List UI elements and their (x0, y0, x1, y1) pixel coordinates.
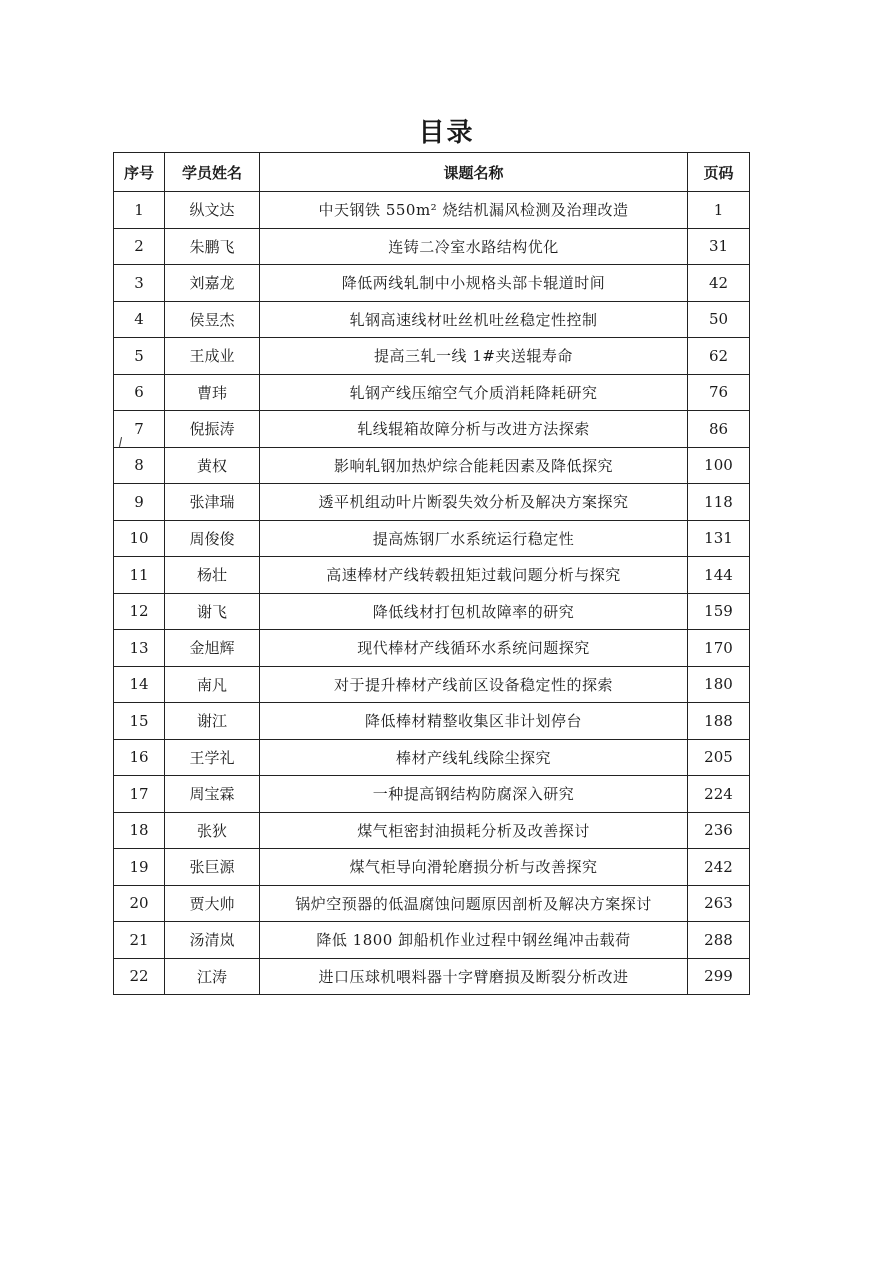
row-topic: 降低棒材精整收集区非计划停台 (260, 703, 688, 740)
row-page: 86 (688, 411, 750, 448)
row-number: 20 (114, 885, 165, 922)
row-number: 7 (114, 411, 165, 448)
row-number: 8 (114, 447, 165, 484)
table-row (114, 228, 750, 265)
row-topic: 中天钢铁 550m² 烧结机漏风检测及治理改造 (260, 192, 688, 229)
row-student-name: 朱鹏飞 (165, 228, 260, 265)
row-number: 6 (114, 374, 165, 411)
row-page: 288 (688, 922, 750, 959)
row-student-name: 倪振涛 (165, 411, 260, 448)
table-row (114, 484, 750, 521)
row-student-name: 金旭辉 (165, 630, 260, 667)
row-student-name: 王成业 (165, 338, 260, 375)
table-row (114, 922, 750, 959)
row-topic: 降低两线轧制中小规格头部卡辊道时间 (260, 265, 688, 302)
table-row (114, 666, 750, 703)
row-student-name: 杨壮 (165, 557, 260, 594)
row-topic: 轧钢产线压缩空气介质消耗降耗研究 (260, 374, 688, 411)
row-page: 236 (688, 812, 750, 849)
row-student-name: 张津瑞 (165, 484, 260, 521)
row-student-name: 周俊俊 (165, 520, 260, 557)
row-topic: 连铸二冷室水路结构优化 (260, 228, 688, 265)
table-row (114, 958, 750, 995)
table-row (114, 776, 750, 813)
row-topic: 降低线材打包机故障率的研究 (260, 593, 688, 630)
row-topic: 棒材产线轧线除尘探究 (260, 739, 688, 776)
table-row (114, 265, 750, 302)
row-number: 3 (114, 265, 165, 302)
table-row (114, 812, 750, 849)
row-topic: 降低 1800 卸船机作业过程中钢丝绳冲击载荷 (260, 922, 688, 959)
row-topic: 提高三轧一线 1#夹送辊寿命 (260, 338, 688, 375)
table-header-row (114, 153, 750, 192)
table-row (114, 630, 750, 667)
row-number: 16 (114, 739, 165, 776)
table-row (114, 885, 750, 922)
row-student-name: 周宝霖 (165, 776, 260, 813)
row-topic: 影响轧钢加热炉综合能耗因素及降低探究 (260, 447, 688, 484)
row-student-name: 张巨源 (165, 849, 260, 886)
row-student-name: 刘嘉龙 (165, 265, 260, 302)
row-number: 11 (114, 557, 165, 594)
row-page: 180 (688, 666, 750, 703)
row-number: 10 (114, 520, 165, 557)
table-row (114, 411, 750, 448)
row-number: 12 (114, 593, 165, 630)
row-number: 5 (114, 338, 165, 375)
header-number: 序号 (114, 153, 165, 192)
row-student-name: 谢江 (165, 703, 260, 740)
table-row (114, 520, 750, 557)
row-student-name: 江涛 (165, 958, 260, 995)
row-topic: 煤气柜导向滑轮磨损分析与改善探究 (260, 849, 688, 886)
row-student-name: 侯昱杰 (165, 301, 260, 338)
row-number: 4 (114, 301, 165, 338)
row-topic: 轧钢高速线材吐丝机吐丝稳定性控制 (260, 301, 688, 338)
row-student-name: 汤清岚 (165, 922, 260, 959)
row-page: 131 (688, 520, 750, 557)
row-page: 31 (688, 228, 750, 265)
row-number: 19 (114, 849, 165, 886)
row-page: 188 (688, 703, 750, 740)
table-row (114, 192, 750, 229)
row-student-name: 贾大帅 (165, 885, 260, 922)
row-number: 2 (114, 228, 165, 265)
page-title: 目录 (418, 118, 475, 148)
contents-table (113, 152, 750, 995)
table-row (114, 849, 750, 886)
row-page: 1 (688, 192, 750, 229)
row-number: 13 (114, 630, 165, 667)
row-page: 42 (688, 265, 750, 302)
table-row (114, 557, 750, 594)
row-student-name: 南凡 (165, 666, 260, 703)
row-page: 299 (688, 958, 750, 995)
row-student-name: 纵文达 (165, 192, 260, 229)
row-number: 18 (114, 812, 165, 849)
header-student-name: 学员姓名 (165, 153, 260, 192)
row-topic: 锅炉空预器的低温腐蚀问题原因剖析及解决方案探讨 (260, 885, 688, 922)
row-page: 100 (688, 447, 750, 484)
row-number: 17 (114, 776, 165, 813)
table-body (114, 192, 750, 995)
table-row (114, 593, 750, 630)
row-topic: 透平机组动叶片断裂失效分析及解决方案探究 (260, 484, 688, 521)
row-page: 50 (688, 301, 750, 338)
row-topic: 现代棒材产线循环水系统问题探究 (260, 630, 688, 667)
table-row (114, 447, 750, 484)
row-topic: 对于提升棒材产线前区设备稳定性的探索 (260, 666, 688, 703)
row-page: 76 (688, 374, 750, 411)
row-number: 14 (114, 666, 165, 703)
table-row (114, 301, 750, 338)
row-page: 118 (688, 484, 750, 521)
row-page: 144 (688, 557, 750, 594)
row-topic: 一种提高钢结构防腐深入研究 (260, 776, 688, 813)
row-number: 1 (114, 192, 165, 229)
row-topic: 进口压球机喂料器十字臂磨损及断裂分析改进 (260, 958, 688, 995)
row-student-name: 谢飞 (165, 593, 260, 630)
row-number: 21 (114, 922, 165, 959)
row-page: 170 (688, 630, 750, 667)
row-page: 205 (688, 739, 750, 776)
row-number: 9 (114, 484, 165, 521)
row-page: 263 (688, 885, 750, 922)
row-page: 159 (688, 593, 750, 630)
table-row (114, 739, 750, 776)
header-page: 页码 (688, 153, 750, 192)
row-topic: 轧线辊箱故障分析与改进方法探索 (260, 411, 688, 448)
row-student-name: 张狄 (165, 812, 260, 849)
header-topic: 课题名称 (260, 153, 688, 192)
row-page: 242 (688, 849, 750, 886)
row-page: 224 (688, 776, 750, 813)
row-student-name: 王学礼 (165, 739, 260, 776)
row-topic: 煤气柜密封油损耗分析及改善探讨 (260, 812, 688, 849)
table-row (114, 338, 750, 375)
row-number: 22 (114, 958, 165, 995)
table-row (114, 374, 750, 411)
row-student-name: 黄权 (165, 447, 260, 484)
table-row (114, 703, 750, 740)
row-topic: 高速棒材产线转毂扭矩过载问题分析与探究 (260, 557, 688, 594)
row-page: 62 (688, 338, 750, 375)
row-topic: 提高炼钢厂水系统运行稳定性 (260, 520, 688, 557)
row-number: 15 (114, 703, 165, 740)
row-student-name: 曹玮 (165, 374, 260, 411)
